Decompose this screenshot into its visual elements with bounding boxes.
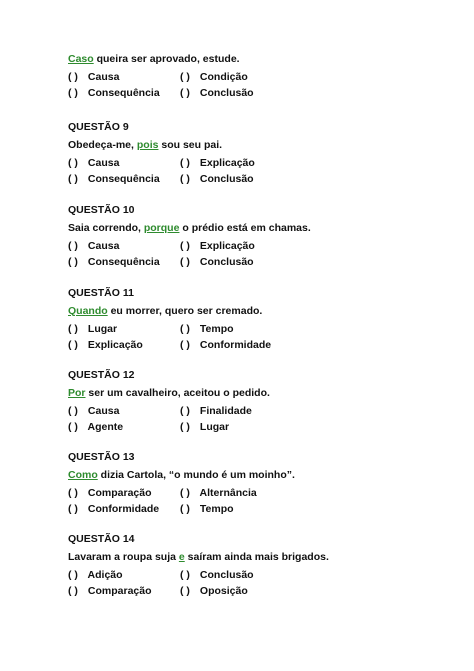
option-label: Condição: [199, 71, 248, 83]
checkbox[interactable]: ( ): [180, 157, 190, 169]
option[interactable]: [180, 238, 255, 254]
option-label: Explicação: [199, 240, 255, 252]
checkbox[interactable]: ( ): [180, 71, 190, 83]
checkbox[interactable]: ( ): [68, 157, 78, 169]
checkbox[interactable]: ( ): [68, 339, 78, 351]
option-label: Adição: [87, 569, 123, 581]
checkbox[interactable]: ( ): [180, 421, 190, 433]
options-row: [68, 155, 448, 171]
option[interactable]: [180, 567, 254, 583]
question-title: QUESTÃO 12: [68, 369, 135, 381]
option-label: Lugar: [87, 323, 118, 335]
question-block: [68, 368, 448, 435]
option[interactable]: [180, 583, 248, 599]
question-sentence: Saia correndo, porque o prédio está em chamas.: [68, 222, 311, 234]
option-label: Conformidade: [87, 503, 160, 515]
question-block: [68, 532, 448, 599]
highlighted-connective: pois: [136, 139, 159, 151]
question-sentence: Obedeça-me, pois sou seu pai.: [68, 139, 223, 151]
option-label: Alternância: [199, 487, 257, 499]
question-sentence: Como dizia Cartola, “o mundo é um moinho”.: [68, 469, 295, 481]
question-block: [68, 203, 448, 270]
checkbox[interactable]: ( ): [180, 173, 190, 185]
option[interactable]: [68, 501, 159, 517]
options-row: [68, 583, 448, 599]
checkbox[interactable]: ( ): [180, 323, 190, 335]
question-title: QUESTÃO 14: [68, 533, 135, 545]
option[interactable]: [68, 321, 117, 337]
checkbox[interactable]: ( ): [180, 339, 190, 351]
option-label: Comparação: [87, 487, 152, 499]
option-label: Conformidade: [199, 339, 272, 351]
options-row: [68, 321, 448, 337]
checkbox[interactable]: ( ): [68, 71, 78, 83]
checkbox[interactable]: ( ): [68, 240, 78, 252]
option[interactable]: [180, 171, 254, 187]
option-label: Consequência: [87, 173, 160, 185]
checkbox[interactable]: ( ): [180, 487, 190, 499]
checkbox[interactable]: ( ): [180, 87, 190, 99]
option[interactable]: [180, 69, 248, 85]
checkbox[interactable]: ( ): [68, 323, 78, 335]
option[interactable]: [68, 567, 123, 583]
options-row: [68, 69, 448, 85]
options-row: [68, 238, 448, 254]
options-row: [68, 419, 448, 435]
option-label: Oposição: [199, 585, 248, 597]
checkbox[interactable]: ( ): [180, 405, 190, 417]
option[interactable]: [68, 171, 160, 187]
checkbox[interactable]: ( ): [68, 487, 78, 499]
question-block: [68, 286, 448, 353]
option-label: Conclusão: [199, 173, 254, 185]
options-row: [68, 501, 448, 517]
question-title: QUESTÃO 9: [68, 121, 129, 133]
question-title: QUESTÃO 13: [68, 451, 135, 463]
checkbox[interactable]: ( ): [68, 569, 78, 581]
highlighted-connective: Por: [68, 387, 86, 399]
option[interactable]: [68, 337, 143, 353]
option[interactable]: [180, 321, 234, 337]
question-sentence: Quando eu morrer, quero ser cremado.: [68, 305, 263, 317]
option-label: Causa: [87, 405, 120, 417]
option[interactable]: [68, 238, 119, 254]
option[interactable]: [180, 403, 252, 419]
option-label: Agente: [87, 421, 124, 433]
question-block: [68, 450, 448, 517]
option[interactable]: [68, 485, 152, 501]
option-label: Consequência: [87, 87, 160, 99]
option-label: Causa: [87, 240, 120, 252]
option[interactable]: [180, 85, 254, 101]
options-row: [68, 485, 448, 501]
checkbox[interactable]: ( ): [68, 503, 78, 515]
question-sentence: Por ser um cavalheiro, aceitou o pedido.: [68, 387, 270, 399]
question-sentence: Lavaram a roupa suja e saíram ainda mais brigados.: [68, 551, 329, 563]
options-row: [68, 254, 448, 270]
checkbox[interactable]: ( ): [180, 256, 190, 268]
question-title: QUESTÃO 10: [68, 204, 135, 216]
highlighted-connective: porque: [143, 222, 180, 234]
options-row: [68, 567, 448, 583]
checkbox[interactable]: ( ): [180, 569, 190, 581]
highlighted-connective: Como: [68, 469, 98, 481]
checkbox[interactable]: ( ): [180, 240, 190, 252]
option[interactable]: [68, 155, 119, 171]
option-label: Conclusão: [199, 256, 254, 268]
highlighted-connective: e: [178, 551, 185, 563]
option-label: Conclusão: [199, 87, 254, 99]
option[interactable]: [180, 337, 271, 353]
checkbox[interactable]: ( ): [68, 87, 78, 99]
question-sentence: Caso queira ser aprovado, estude.: [68, 53, 240, 65]
option-label: Explicação: [87, 339, 143, 351]
option-label: Causa: [87, 71, 120, 83]
option[interactable]: [68, 69, 119, 85]
option[interactable]: [68, 254, 160, 270]
option[interactable]: [180, 419, 229, 435]
checkbox[interactable]: ( ): [68, 421, 78, 433]
option-label: Comparação: [87, 585, 152, 597]
option-label: Tempo: [199, 503, 234, 515]
option[interactable]: [68, 85, 160, 101]
checkbox[interactable]: ( ): [68, 585, 78, 597]
option[interactable]: [180, 501, 234, 517]
question-title: QUESTÃO 11: [68, 287, 134, 299]
option[interactable]: [68, 403, 119, 419]
option-label: Tempo: [199, 323, 234, 335]
option[interactable]: [180, 155, 255, 171]
option[interactable]: [68, 583, 152, 599]
highlighted-connective: Caso: [68, 53, 94, 65]
checkbox[interactable]: ( ): [180, 585, 190, 597]
option[interactable]: [180, 254, 254, 270]
options-row: [68, 337, 448, 353]
option-label: Consequência: [87, 256, 160, 268]
question-block: [68, 120, 448, 187]
options-row: [68, 171, 448, 187]
checkbox[interactable]: ( ): [68, 405, 78, 417]
option-label: Finalidade: [199, 405, 252, 417]
option-label: Causa: [87, 157, 120, 169]
checkbox[interactable]: ( ): [68, 173, 78, 185]
checkbox[interactable]: ( ): [68, 256, 78, 268]
highlighted-connective: Quando: [68, 305, 108, 317]
checkbox[interactable]: ( ): [180, 503, 190, 515]
options-row: [68, 85, 448, 101]
option[interactable]: [180, 485, 257, 501]
question-block: [68, 52, 448, 101]
options-row: [68, 403, 448, 419]
option-label: Explicação: [199, 157, 255, 169]
option-label: Conclusão: [199, 569, 254, 581]
option[interactable]: [68, 419, 123, 435]
option-label: Lugar: [199, 421, 230, 433]
